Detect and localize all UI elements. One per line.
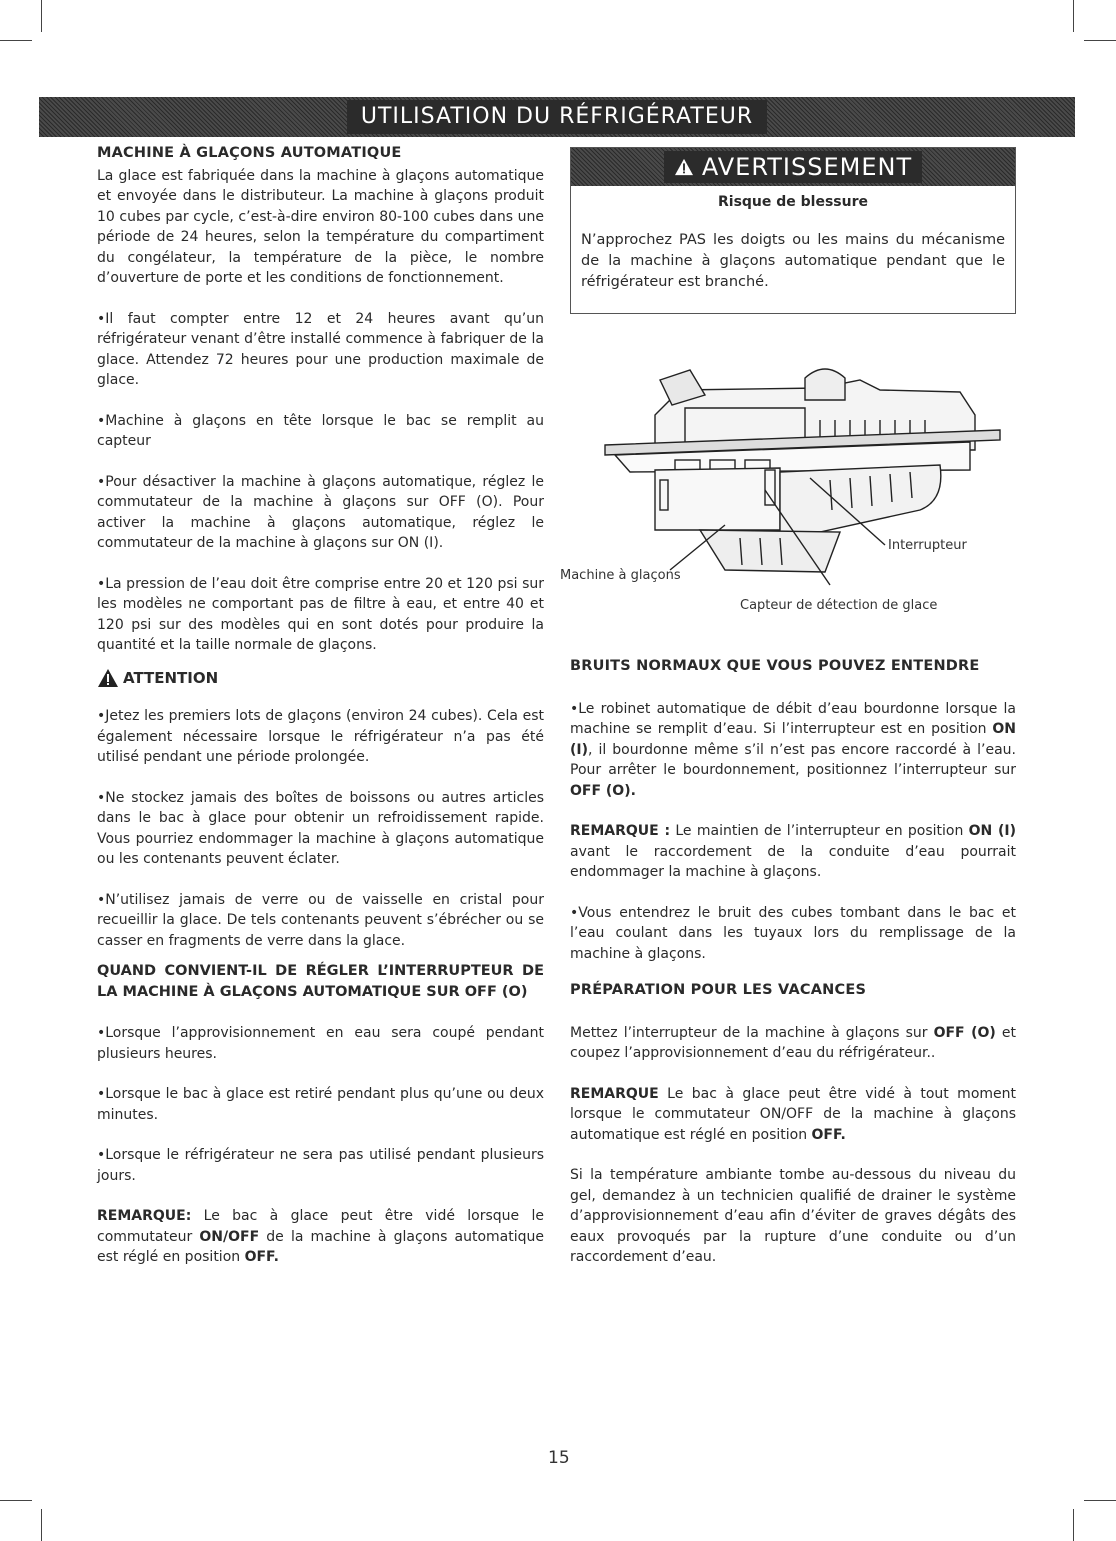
- crop-mark: [0, 1500, 32, 1501]
- label-ice-maker: Machine à glaçons: [560, 568, 681, 583]
- right-column: [570, 656, 1016, 1288]
- when-bin-removed: •Lorsque le bac à glace est retiré pendant plus qu’une ou deux minutes.: [97, 1086, 544, 1123]
- attention-no-cans: •Ne stockez jamais des boîtes de boissons ou autres articles dans le bac à glace pour obtenir un refroidissement rapide. Vous pourriez endommager la machine à glaçons automatique ou les contenants peuvent éclater.: [97, 789, 544, 867]
- noise-off: OFF (O).: [570, 782, 636, 799]
- bullet-water-pressure: •La pression de l’eau doit être comprise entre 20 et 120 psi sur les modèles ne comportant pas de filtre à eau, et entre 40 et 120 psi sur des modèles qui en sont dotés pour produire la quantité et la taille normale de glaçons.: [97, 575, 544, 653]
- label-ice-sensor: Capteur de détection de glace: [740, 598, 938, 613]
- crop-mark: [1084, 1500, 1116, 1501]
- when-water-cut: •Lorsque l’approvisionnement en eau sera coupé pendant plusieurs heures.: [97, 1025, 544, 1062]
- when-off-heading: QUAND CONVIENT-IL DE RÉGLER L’INTERRUPTEUR DE LA MACHINE À GLAÇONS AUTOMATIQUE SUR OFF (O): [97, 963, 544, 1000]
- when-unused: •Lorsque le réfrigérateur ne sera pas utilisé pendant plusieurs jours.: [97, 1147, 544, 1184]
- remark-text: Le bac à glace peut être vidé lorsque le commutateur: [97, 1208, 545, 1245]
- bullet-switch: •Pour désactiver la machine à glaçons automatique, réglez le commutateur de la machine à glaçons sur OFF (O). Pour activer la machine à glaçons automatique, réglez le commutateur de la machine à glaçons sur ON (I).: [97, 473, 544, 551]
- warning-triangle-icon: [674, 158, 694, 176]
- attention-discard-ice: •Jetez les premiers lots de glaçons (environ 24 cubes). Cela est également nécessaire lorsque le réfrigérateur n’a pas été utilisé pendant une période prolongée.: [97, 708, 544, 765]
- bullet-startup-time: •Il faut compter entre 12 et 24 heures avant qu’un réfrigérateur venant d’être installé commence à fabriquer de la glace. Attendez 72 heures pour une production maximale de glace.: [97, 310, 544, 388]
- noise-cubes: •Vous entendrez le bruit des cubes tombant dans le bac et l’eau coulant dans les tuyaux lors du remplissage de la machine à glaçons.: [570, 904, 1016, 962]
- remark-on: ON (I): [968, 823, 1016, 839]
- section-banner: [39, 97, 1075, 137]
- bullet-sensor: •Machine à glaçons en tête lorsque le bac se remplit au capteur: [97, 412, 544, 449]
- attention-label: ATTENTION: [123, 668, 219, 687]
- crop-mark: [41, 0, 42, 32]
- freeze-warning: Si la température ambiante tombe au-dessous du niveau du gel, demandez à un technicien qualifié de drainer le système d’approvisionnement d’eau afin d’éviter de graves dégâts des eaux provoqués par la rupture d’une conduite ou d’un raccordement d’eau.: [570, 1167, 1016, 1265]
- warning-title: AVERTISSEMENT: [701, 153, 913, 181]
- vacation-heading: PRÉPARATION POUR LES VACANCES: [570, 982, 867, 998]
- remark-label: REMARQUE :: [570, 823, 671, 839]
- attention-heading: [97, 668, 544, 689]
- warning-header: [571, 148, 1015, 186]
- page-number: 15: [548, 1448, 570, 1468]
- ice-maker-illustration: [560, 360, 1020, 600]
- remark-text-2: de la machine à glaçons automatique est réglé en position: [97, 1228, 545, 1265]
- ice-maker-intro: La glace est fabriquée dans la machine à glaçons automatique et envoyée dans le distributeur. La machine à glaçons produit 10 cubes par cycle, c’est-à-dire environ 80-100 cubes dans une période de 24 heures, selon la température du compartiment du congélateur, la température de la pièce, le nombre d’ouverture de porte et les conditions de fonctionnement.: [97, 167, 544, 286]
- crop-mark: [0, 40, 32, 41]
- ice-maker-heading: MACHINE À GLAÇONS AUTOMATIQUE: [97, 145, 402, 161]
- crop-mark: [1084, 40, 1116, 41]
- warning-triangle-icon: [97, 668, 119, 688]
- label-switch: Interrupteur: [888, 538, 967, 553]
- remark-label: REMARQUE:: [97, 1208, 192, 1224]
- remark-empty-bin: REMARQUE Le bac à glace peut être vidé à tout moment lorsque le commutateur ON/OFF de la machine à glaçons automatique est réglé en position OFF.: [570, 1085, 1017, 1143]
- crop-mark: [41, 1509, 42, 1541]
- noise-heading: BRUITS NORMAUX QUE VOUS POUVEZ ENTENDRE: [570, 658, 980, 674]
- remark-off: OFF.: [811, 1126, 846, 1143]
- remark-connection: REMARQUE : Le maintien de l’interrupteur en position ON (I) avant le raccordement de la conduite d’eau pourrait endommager la machine à glaçons.: [570, 823, 1016, 880]
- vacation-text: Mettez l’interrupteur de la machine à glaçons sur OFF (O) et coupez l’approvisionnement d’eau du réfrigérateur..: [570, 1024, 1017, 1061]
- crop-mark: [1073, 0, 1074, 32]
- warning-subtitle: Risque de blessure: [717, 194, 868, 210]
- warning-box: [570, 147, 1016, 314]
- noise-valve: •Le robinet automatique de débit d’eau bourdonne lorsque la machine se remplit d’eau. Si l’interrupteur est en position ON (I), il bourdonne même s’il n’est pas encore raccordé à l’eau. Pour arrêter le bourdonnement, positionnez l’interrupteur sur OFF (O).: [570, 700, 1017, 799]
- crop-mark: [1073, 1509, 1074, 1541]
- remark-off: OFF.: [244, 1249, 279, 1265]
- left-remark: [97, 1206, 544, 1268]
- vacation-off: OFF (O): [933, 1024, 996, 1041]
- left-column: [97, 143, 544, 1288]
- remark-onoff: ON/OFF: [199, 1228, 260, 1245]
- section-title: UTILISATION DU RÉFRIGÉRATEUR: [347, 100, 767, 134]
- noise-on: ON (I): [570, 721, 1017, 758]
- ice-maker-diagram: [560, 360, 1020, 620]
- warning-text: N’approchez PAS les doigts ou les mains du mécanisme de la machine à glaçons automatique pendant que le réfrigérateur est branché.: [581, 232, 1005, 290]
- attention-no-glass: •N’utilisez jamais de verre ou de vaisselle en cristal pour recueillir la glace. De tels contenants peuvent s’ébrécher ou se casser en fragments de verre dans la glace.: [97, 891, 544, 949]
- remark-label: REMARQUE: [570, 1085, 659, 1102]
